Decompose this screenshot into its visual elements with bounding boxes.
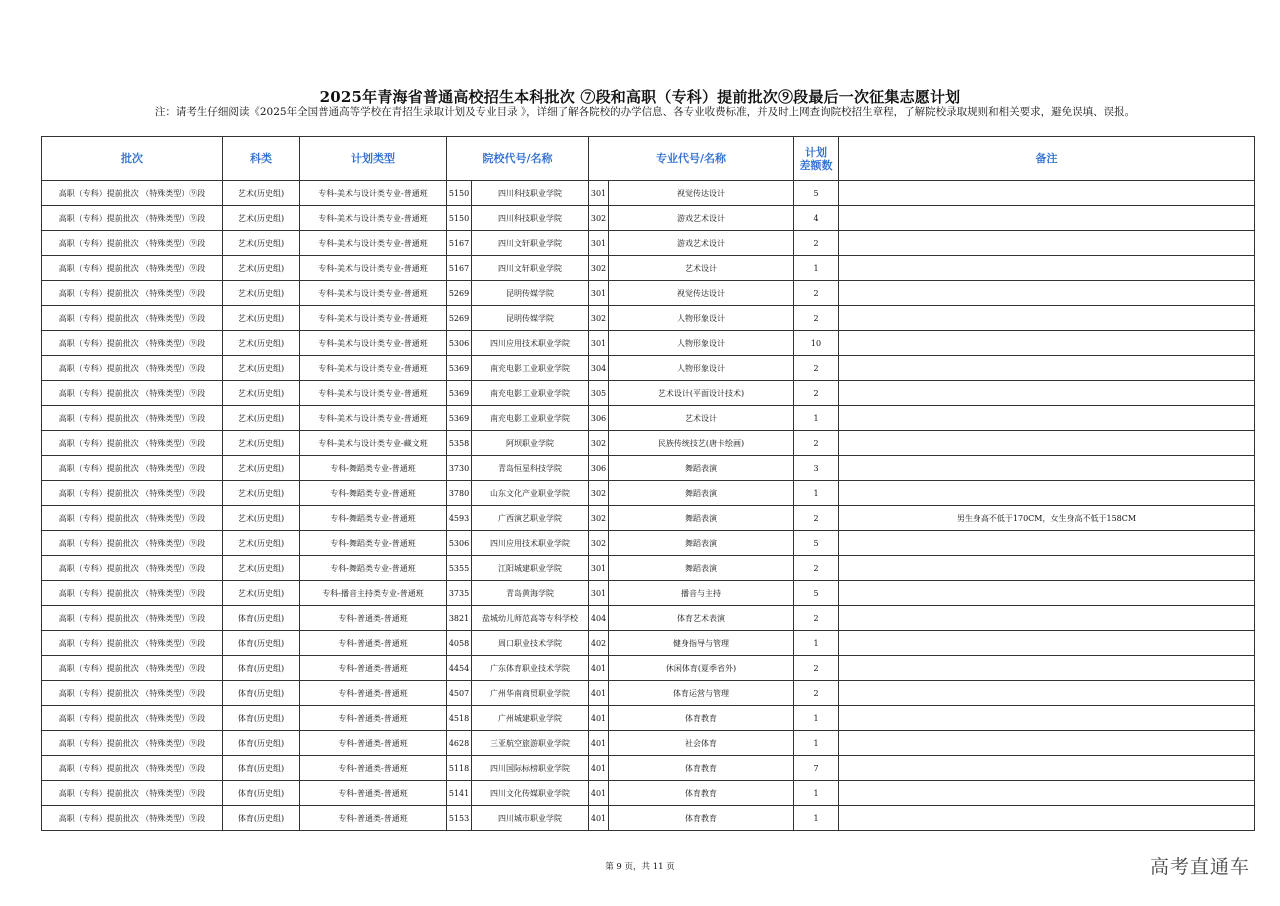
cell-plan-type: 专科-美术与设计类专业-普通班: [300, 281, 447, 306]
cell-major-code: 304: [589, 356, 609, 381]
cell-major-code: 401: [589, 656, 609, 681]
cell-major-code: 401: [589, 706, 609, 731]
cell-remark: [839, 556, 1255, 581]
cell-batch: 高职（专科）提前批次 （特殊类型）⑨段: [42, 606, 223, 631]
cell-batch: 高职（专科）提前批次 （特殊类型）⑨段: [42, 781, 223, 806]
plan-table: [41, 136, 1255, 831]
table-row: [42, 406, 1255, 431]
table-row: [42, 356, 1255, 381]
cell-remark: [839, 756, 1255, 781]
cell-school-code: 3730: [447, 456, 472, 481]
page-number: 第 9 页，共 11 页: [605, 862, 675, 872]
table-row: [42, 181, 1255, 206]
cell-major-code: 401: [589, 681, 609, 706]
cell-school-name: 广东体育职业技术学院: [472, 656, 589, 681]
table-row: [42, 231, 1255, 256]
cell-major-code: 402: [589, 631, 609, 656]
cell-plan-type: 专科-普通类-普通班: [300, 631, 447, 656]
cell-batch: 高职（专科）提前批次 （特殊类型）⑨段: [42, 631, 223, 656]
cell-school-code: 3735: [447, 581, 472, 606]
cell-major-name: 体育艺术表演: [609, 606, 794, 631]
table-row: [42, 581, 1255, 606]
cell-school-name: 昆明传媒学院: [472, 281, 589, 306]
cell-subject: 艺术(历史组): [223, 381, 300, 406]
cell-major-code: 302: [589, 306, 609, 331]
cell-major-name: 人物形象设计: [609, 306, 794, 331]
cell-batch: 高职（专科）提前批次 （特殊类型）⑨段: [42, 281, 223, 306]
cell-major-name: 艺术设计(平面设计技术): [609, 381, 794, 406]
cell-plan-type: 专科-美术与设计类专业-普通班: [300, 181, 447, 206]
cell-major-name: 体育教育: [609, 806, 794, 831]
cell-school-name: 四川科技职业学院: [472, 206, 589, 231]
cell-school-name: 昆明传媒学院: [472, 306, 589, 331]
cell-plan-type: 专科-普通类-普通班: [300, 756, 447, 781]
cell-school-code: 5118: [447, 756, 472, 781]
cell-remark: [839, 431, 1255, 456]
table-row: [42, 606, 1255, 631]
cell-remark: [839, 581, 1255, 606]
cell-school-code: 5167: [447, 256, 472, 281]
cell-batch: 高职（专科）提前批次 （特殊类型）⑨段: [42, 181, 223, 206]
cell-batch: 高职（专科）提前批次 （特殊类型）⑨段: [42, 531, 223, 556]
watermark: 高考直通车: [1149, 856, 1250, 878]
cell-subject: 艺术(历史组): [223, 281, 300, 306]
cell-count: 2: [794, 556, 839, 581]
header-major: 专业代号/名称: [589, 137, 794, 181]
cell-major-code: 301: [589, 231, 609, 256]
cell-school-code: 5369: [447, 356, 472, 381]
cell-major-code: 302: [589, 431, 609, 456]
table-row: [42, 256, 1255, 281]
cell-school-code: 5306: [447, 531, 472, 556]
cell-major-code: 301: [589, 331, 609, 356]
cell-subject: 体育(历史组): [223, 631, 300, 656]
cell-plan-type: 专科-美术与设计类专业-普通班: [300, 206, 447, 231]
cell-school-code: 5150: [447, 181, 472, 206]
cell-major-name: 舞蹈表演: [609, 556, 794, 581]
cell-plan-type: 专科-美术与设计类专业-普通班: [300, 306, 447, 331]
cell-subject: 艺术(历史组): [223, 556, 300, 581]
cell-major-code: 302: [589, 481, 609, 506]
cell-batch: 高职（专科）提前批次 （特殊类型）⑨段: [42, 431, 223, 456]
cell-school-name: 四川文轩职业学院: [472, 231, 589, 256]
cell-count: 3: [794, 456, 839, 481]
cell-school-code: 5150: [447, 206, 472, 231]
cell-major-name: 舞蹈表演: [609, 531, 794, 556]
header-count-line1: 计划: [805, 145, 827, 159]
cell-plan-type: 专科-美术与设计类专业-普通班: [300, 231, 447, 256]
cell-major-name: 民族传统技艺(唐卡绘画): [609, 431, 794, 456]
table-row: [42, 756, 1255, 781]
cell-plan-type: 专科-美术与设计类专业-普通班: [300, 356, 447, 381]
cell-plan-type: 专科-美术与设计类专业-普通班: [300, 256, 447, 281]
cell-school-code: 5167: [447, 231, 472, 256]
cell-major-name: 健身指导与管理: [609, 631, 794, 656]
cell-batch: 高职（专科）提前批次 （特殊类型）⑨段: [42, 556, 223, 581]
cell-school-code: 5153: [447, 806, 472, 831]
cell-subject: 体育(历史组): [223, 606, 300, 631]
cell-school-code: 5269: [447, 306, 472, 331]
cell-school-code: 4058: [447, 631, 472, 656]
cell-major-code: 301: [589, 556, 609, 581]
cell-remark: [839, 231, 1255, 256]
cell-major-code: 306: [589, 406, 609, 431]
cell-school-code: 5369: [447, 381, 472, 406]
header-count-line2: 差额数: [799, 158, 833, 172]
cell-major-code: 305: [589, 381, 609, 406]
cell-major-code: 401: [589, 781, 609, 806]
cell-plan-type: 专科-普通类-普通班: [300, 706, 447, 731]
cell-count: 1: [794, 481, 839, 506]
cell-count: 2: [794, 431, 839, 456]
cell-school-name: 周口职业技术学院: [472, 631, 589, 656]
cell-school-name: 南充电影工业职业学院: [472, 381, 589, 406]
table-row: [42, 656, 1255, 681]
cell-batch: 高职（专科）提前批次 （特殊类型）⑨段: [42, 456, 223, 481]
table-row: [42, 631, 1255, 656]
cell-count: 2: [794, 381, 839, 406]
cell-major-name: 舞蹈表演: [609, 481, 794, 506]
cell-school-name: 四川科技职业学院: [472, 181, 589, 206]
cell-school-name: 广州华南商贸职业学院: [472, 681, 589, 706]
cell-subject: 艺术(历史组): [223, 231, 300, 256]
cell-plan-type: 专科-普通类-普通班: [300, 656, 447, 681]
cell-subject: 体育(历史组): [223, 706, 300, 731]
cell-school-name: 青岛恒星科技学院: [472, 456, 589, 481]
cell-school-name: 阿坝职业学院: [472, 431, 589, 456]
cell-count: 1: [794, 781, 839, 806]
table-row: [42, 681, 1255, 706]
cell-major-name: 艺术设计: [609, 256, 794, 281]
cell-plan-type: 专科-舞蹈类专业-普通班: [300, 531, 447, 556]
cell-remark: [839, 606, 1255, 631]
table-row: [42, 556, 1255, 581]
cell-remark: [839, 656, 1255, 681]
cell-count: 2: [794, 356, 839, 381]
cell-plan-type: 专科-舞蹈类专业-普通班: [300, 506, 447, 531]
cell-count: 2: [794, 306, 839, 331]
table-row: [42, 731, 1255, 756]
cell-plan-type: 专科-舞蹈类专业-普通班: [300, 481, 447, 506]
cell-major-name: 视觉传达设计: [609, 281, 794, 306]
cell-major-name: 体育教育: [609, 706, 794, 731]
cell-count: 5: [794, 581, 839, 606]
cell-subject: 艺术(历史组): [223, 206, 300, 231]
cell-major-name: 人物形象设计: [609, 331, 794, 356]
cell-remark: [839, 456, 1255, 481]
table-row: [42, 456, 1255, 481]
cell-major-name: 舞蹈表演: [609, 456, 794, 481]
cell-major-code: 301: [589, 181, 609, 206]
cell-major-code: 401: [589, 806, 609, 831]
cell-plan-type: 专科-普通类-普通班: [300, 606, 447, 631]
cell-major-code: 401: [589, 756, 609, 781]
cell-batch: 高职（专科）提前批次 （特殊类型）⑨段: [42, 756, 223, 781]
cell-batch: 高职（专科）提前批次 （特殊类型）⑨段: [42, 256, 223, 281]
cell-school-code: 5369: [447, 406, 472, 431]
cell-subject: 体育(历史组): [223, 781, 300, 806]
cell-count: 1: [794, 806, 839, 831]
cell-major-name: 艺术设计: [609, 406, 794, 431]
cell-school-code: 3780: [447, 481, 472, 506]
table-row: [42, 481, 1255, 506]
cell-remark: [839, 381, 1255, 406]
cell-plan-type: 专科-舞蹈类专业-普通班: [300, 456, 447, 481]
cell-batch: 高职（专科）提前批次 （特殊类型）⑨段: [42, 656, 223, 681]
cell-subject: 体育(历史组): [223, 731, 300, 756]
table-header-row: [42, 137, 1255, 181]
cell-count: 5: [794, 531, 839, 556]
document-note: 注：请考生仔细阅读《2025年全国普通高等学校在青招生录取计划及专业目录 》，详细了解各院校的办学信息、各专业收费标准，并及时上网查询院校招生章程，了解院校录取规则和相关要求，避免误填、误报。: [154, 106, 1136, 118]
cell-count: 5: [794, 181, 839, 206]
cell-major-code: 306: [589, 456, 609, 481]
cell-batch: 高职（专科）提前批次 （特殊类型）⑨段: [42, 481, 223, 506]
cell-school-name: 四川应用技术职业学院: [472, 331, 589, 356]
cell-remark: [839, 406, 1255, 431]
cell-remark: [839, 531, 1255, 556]
cell-school-code: 5306: [447, 331, 472, 356]
cell-major-name: 视觉传达设计: [609, 181, 794, 206]
cell-school-name: 南充电影工业职业学院: [472, 356, 589, 381]
document-title: 2025年青海省普通高校招生本科批次 ⑦段和高职（专科）提前批次⑨段最后一次征集志愿计划: [319, 88, 961, 106]
cell-batch: 高职（专科）提前批次 （特殊类型）⑨段: [42, 681, 223, 706]
cell-remark: [839, 681, 1255, 706]
cell-school-code: 4518: [447, 706, 472, 731]
cell-subject: 体育(历史组): [223, 806, 300, 831]
header-batch: 批次: [42, 137, 223, 181]
cell-school-name: 三亚航空旅游职业学院: [472, 731, 589, 756]
cell-school-name: 山东文化产业职业学院: [472, 481, 589, 506]
cell-batch: 高职（专科）提前批次 （特殊类型）⑨段: [42, 381, 223, 406]
cell-subject: 艺术(历史组): [223, 506, 300, 531]
cell-major-name: 社会体育: [609, 731, 794, 756]
cell-major-code: 302: [589, 506, 609, 531]
cell-remark: 男生身高不低于170CM，女生身高不低于158CM: [839, 506, 1255, 531]
cell-remark: [839, 731, 1255, 756]
cell-major-name: 体育教育: [609, 756, 794, 781]
cell-batch: 高职（专科）提前批次 （特殊类型）⑨段: [42, 331, 223, 356]
cell-school-code: 5355: [447, 556, 472, 581]
cell-school-name: 江阳城建职业学院: [472, 556, 589, 581]
cell-school-code: 4628: [447, 731, 472, 756]
cell-plan-type: 专科-普通类-普通班: [300, 806, 447, 831]
cell-major-name: 休闲体育(夏季省外): [609, 656, 794, 681]
cell-count: 1: [794, 256, 839, 281]
cell-plan-type: 专科-普通类-普通班: [300, 731, 447, 756]
cell-school-name: 四川文轩职业学院: [472, 256, 589, 281]
header-school: 院校代号/名称: [447, 137, 589, 181]
cell-major-name: 体育教育: [609, 781, 794, 806]
header-count: [794, 137, 839, 181]
cell-plan-type: 专科-美术与设计类专业-普通班: [300, 381, 447, 406]
cell-batch: 高职（专科）提前批次 （特殊类型）⑨段: [42, 306, 223, 331]
cell-batch: 高职（专科）提前批次 （特殊类型）⑨段: [42, 356, 223, 381]
table-row: [42, 506, 1255, 531]
cell-major-code: 301: [589, 581, 609, 606]
cell-subject: 艺术(历史组): [223, 481, 300, 506]
cell-count: 1: [794, 706, 839, 731]
cell-subject: 艺术(历史组): [223, 256, 300, 281]
cell-subject: 艺术(历史组): [223, 356, 300, 381]
cell-count: 2: [794, 681, 839, 706]
cell-batch: 高职（专科）提前批次 （特殊类型）⑨段: [42, 206, 223, 231]
cell-school-code: 5141: [447, 781, 472, 806]
cell-count: 1: [794, 731, 839, 756]
cell-school-code: 4454: [447, 656, 472, 681]
cell-subject: 艺术(历史组): [223, 581, 300, 606]
header-plan-type: 计划类型: [300, 137, 447, 181]
cell-major-name: 人物形象设计: [609, 356, 794, 381]
cell-major-code: 401: [589, 731, 609, 756]
cell-count: 1: [794, 406, 839, 431]
cell-major-code: 404: [589, 606, 609, 631]
cell-school-code: 4507: [447, 681, 472, 706]
cell-major-name: 舞蹈表演: [609, 506, 794, 531]
cell-count: 7: [794, 756, 839, 781]
cell-school-name: 南充电影工业职业学院: [472, 406, 589, 431]
cell-major-code: 302: [589, 531, 609, 556]
cell-subject: 艺术(历史组): [223, 181, 300, 206]
cell-remark: [839, 631, 1255, 656]
cell-major-name: 播音与主持: [609, 581, 794, 606]
cell-count: 2: [794, 281, 839, 306]
cell-plan-type: 专科-普通类-普通班: [300, 681, 447, 706]
table-row: [42, 331, 1255, 356]
table-row: [42, 206, 1255, 231]
cell-school-code: 5269: [447, 281, 472, 306]
cell-subject: 艺术(历史组): [223, 331, 300, 356]
cell-school-name: 四川文化传媒职业学院: [472, 781, 589, 806]
cell-school-name: 四川城市职业学院: [472, 806, 589, 831]
table-row: [42, 306, 1255, 331]
table-row: [42, 781, 1255, 806]
header-subject: 科类: [223, 137, 300, 181]
cell-remark: [839, 781, 1255, 806]
cell-subject: 艺术(历史组): [223, 406, 300, 431]
cell-batch: 高职（专科）提前批次 （特殊类型）⑨段: [42, 406, 223, 431]
cell-remark: [839, 256, 1255, 281]
cell-major-name: 游戏艺术设计: [609, 206, 794, 231]
cell-remark: [839, 306, 1255, 331]
cell-count: 10: [794, 331, 839, 356]
cell-school-name: 广州城建职业学院: [472, 706, 589, 731]
cell-batch: 高职（专科）提前批次 （特殊类型）⑨段: [42, 706, 223, 731]
cell-plan-type: 专科-普通类-普通班: [300, 781, 447, 806]
cell-subject: 艺术(历史组): [223, 456, 300, 481]
cell-school-name: 盐城幼儿师范高等专科学校: [472, 606, 589, 631]
cell-major-name: 游戏艺术设计: [609, 231, 794, 256]
table-row: [42, 531, 1255, 556]
cell-plan-type: 专科-美术与设计类专业-普通班: [300, 406, 447, 431]
cell-plan-type: 专科-播音主持类专业-普通班: [300, 581, 447, 606]
cell-subject: 体育(历史组): [223, 756, 300, 781]
cell-school-name: 四川国际标榜职业学院: [472, 756, 589, 781]
cell-count: 2: [794, 606, 839, 631]
cell-batch: 高职（专科）提前批次 （特殊类型）⑨段: [42, 731, 223, 756]
cell-remark: [839, 181, 1255, 206]
cell-remark: [839, 481, 1255, 506]
cell-count: 1: [794, 631, 839, 656]
header-remark: 备注: [839, 137, 1255, 181]
cell-count: 4: [794, 206, 839, 231]
table-row: [42, 806, 1255, 831]
cell-remark: [839, 206, 1255, 231]
cell-plan-type: 专科-美术与设计类专业-普通班: [300, 331, 447, 356]
cell-remark: [839, 806, 1255, 831]
cell-subject: 体育(历史组): [223, 656, 300, 681]
cell-remark: [839, 706, 1255, 731]
cell-subject: 体育(历史组): [223, 681, 300, 706]
cell-school-name: 广西演艺职业学院: [472, 506, 589, 531]
cell-major-code: 301: [589, 281, 609, 306]
table-row: [42, 381, 1255, 406]
cell-count: 2: [794, 231, 839, 256]
cell-plan-type: 专科-美术与设计类专业-藏文班: [300, 431, 447, 456]
cell-batch: 高职（专科）提前批次 （特殊类型）⑨段: [42, 231, 223, 256]
table-row: [42, 281, 1255, 306]
table-row: [42, 431, 1255, 456]
cell-major-code: 302: [589, 206, 609, 231]
cell-remark: [839, 331, 1255, 356]
cell-school-code: 4593: [447, 506, 472, 531]
cell-subject: 艺术(历史组): [223, 306, 300, 331]
cell-school-code: 5358: [447, 431, 472, 456]
cell-remark: [839, 356, 1255, 381]
cell-plan-type: 专科-舞蹈类专业-普通班: [300, 556, 447, 581]
cell-major-code: 302: [589, 256, 609, 281]
cell-school-code: 3821: [447, 606, 472, 631]
cell-count: 2: [794, 506, 839, 531]
cell-batch: 高职（专科）提前批次 （特殊类型）⑨段: [42, 506, 223, 531]
cell-batch: 高职（专科）提前批次 （特殊类型）⑨段: [42, 806, 223, 831]
cell-school-name: 青岛黄海学院: [472, 581, 589, 606]
cell-subject: 艺术(历史组): [223, 431, 300, 456]
cell-school-name: 四川应用技术职业学院: [472, 531, 589, 556]
cell-remark: [839, 281, 1255, 306]
cell-subject: 艺术(历史组): [223, 531, 300, 556]
cell-count: 2: [794, 656, 839, 681]
table-row: [42, 706, 1255, 731]
cell-batch: 高职（专科）提前批次 （特殊类型）⑨段: [42, 581, 223, 606]
cell-major-name: 体育运营与管理: [609, 681, 794, 706]
